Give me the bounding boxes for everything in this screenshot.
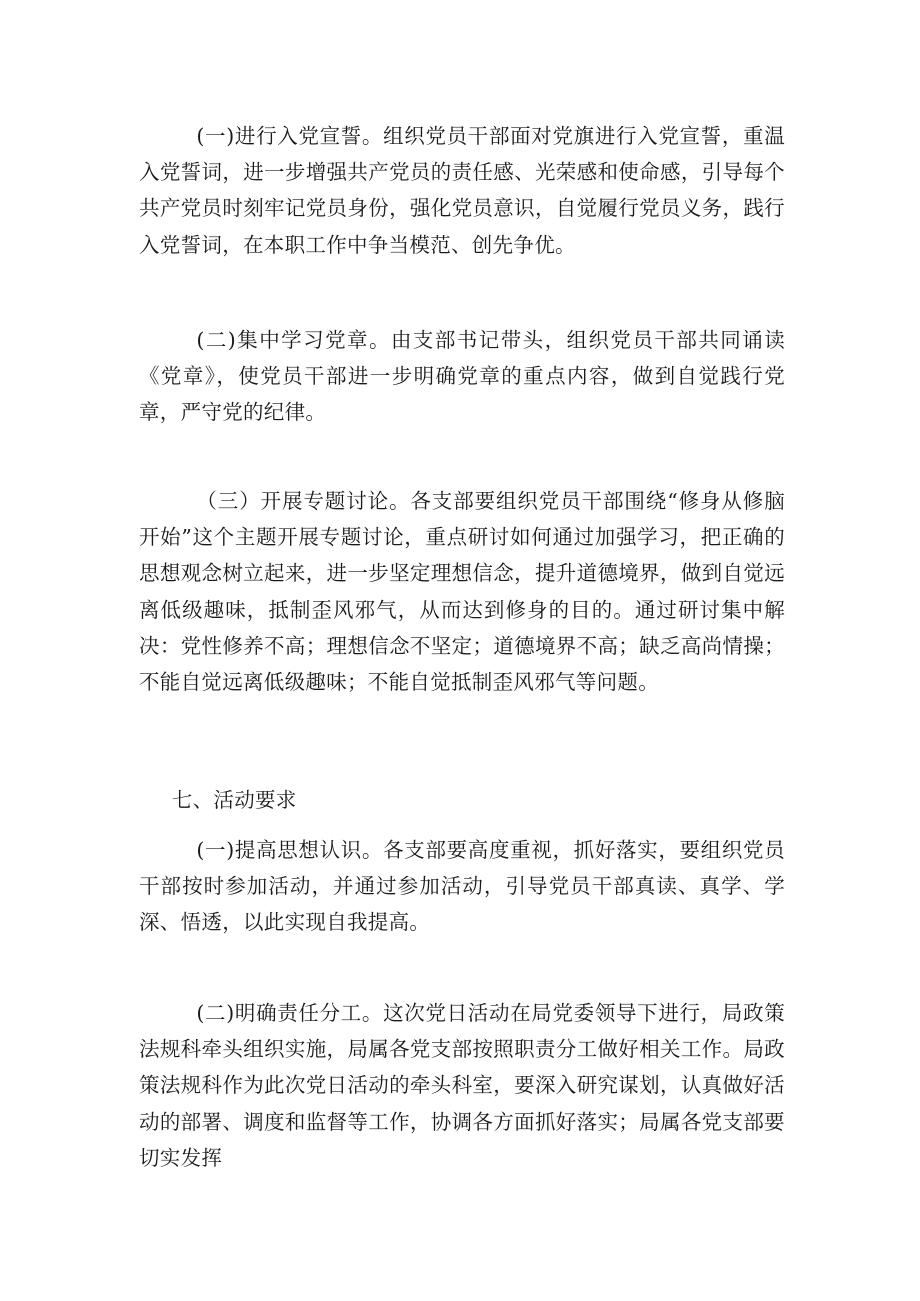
paragraph-oath: (一)进行入党宣誓。组织党员干部面对党旗进行入党宣誓，重温入党誓词，进一步增强共产党员的责任感、光荣感和使命感，引导每个共产党员时刻牢记党员身份，强化党员意识，自觉履行党员义务，践行入党誓词，在本职工作中争当模范、创先争优。	[139, 124, 785, 257]
paragraph-special-discussion: （三）开展专题讨论。各支部要组织党员干部围绕“修身从修脑开始”这个主题开展专题讨论，重点研讨如何通过加强学习，把正确的思想观念树立起来，进一步坚定理想信念，提升道德境界，做到自觉远离低级趣味，抵制歪风邪气，从而达到修身的目的。通过研讨集中解决：党性修养不高；理想信念不坚定；道德境界不高；缺乏高尚情操；不能自觉远离低级趣味；不能自觉抵制歪风邪气等问题。	[139, 489, 785, 695]
paragraph-clarify-responsibilities: (二)明确责任分工。这次党日活动在局党委领导下进行，局政策法规科牵头组织实施，局属各党支部按照职责分工做好相关工作。局政策法规科作为此次党日活动的牵头科室，要深入研究谋划，认真做好活动的部署、调度和监督等工作，协调各方面抓好落实；局属各党支部要切实发挥	[139, 1001, 785, 1170]
paragraph-party-constitution-study: (二)集中学习党章。由支部书记带头，组织党员干部共同诵读《党章》，使党员干部进一步明确党章的重点内容，做到自觉践行党章，严守党的纪律。	[139, 328, 785, 425]
section-heading-activity-requirements: 七、活动要求	[171, 788, 297, 812]
paragraph-raise-awareness: (一)提高思想认识。各支部要高度重视，抓好落实，要组织党员干部按时参加活动，并通过参加活动，引导党员干部真读、真学、学深、悟透，以此实现自我提高。	[139, 838, 785, 935]
